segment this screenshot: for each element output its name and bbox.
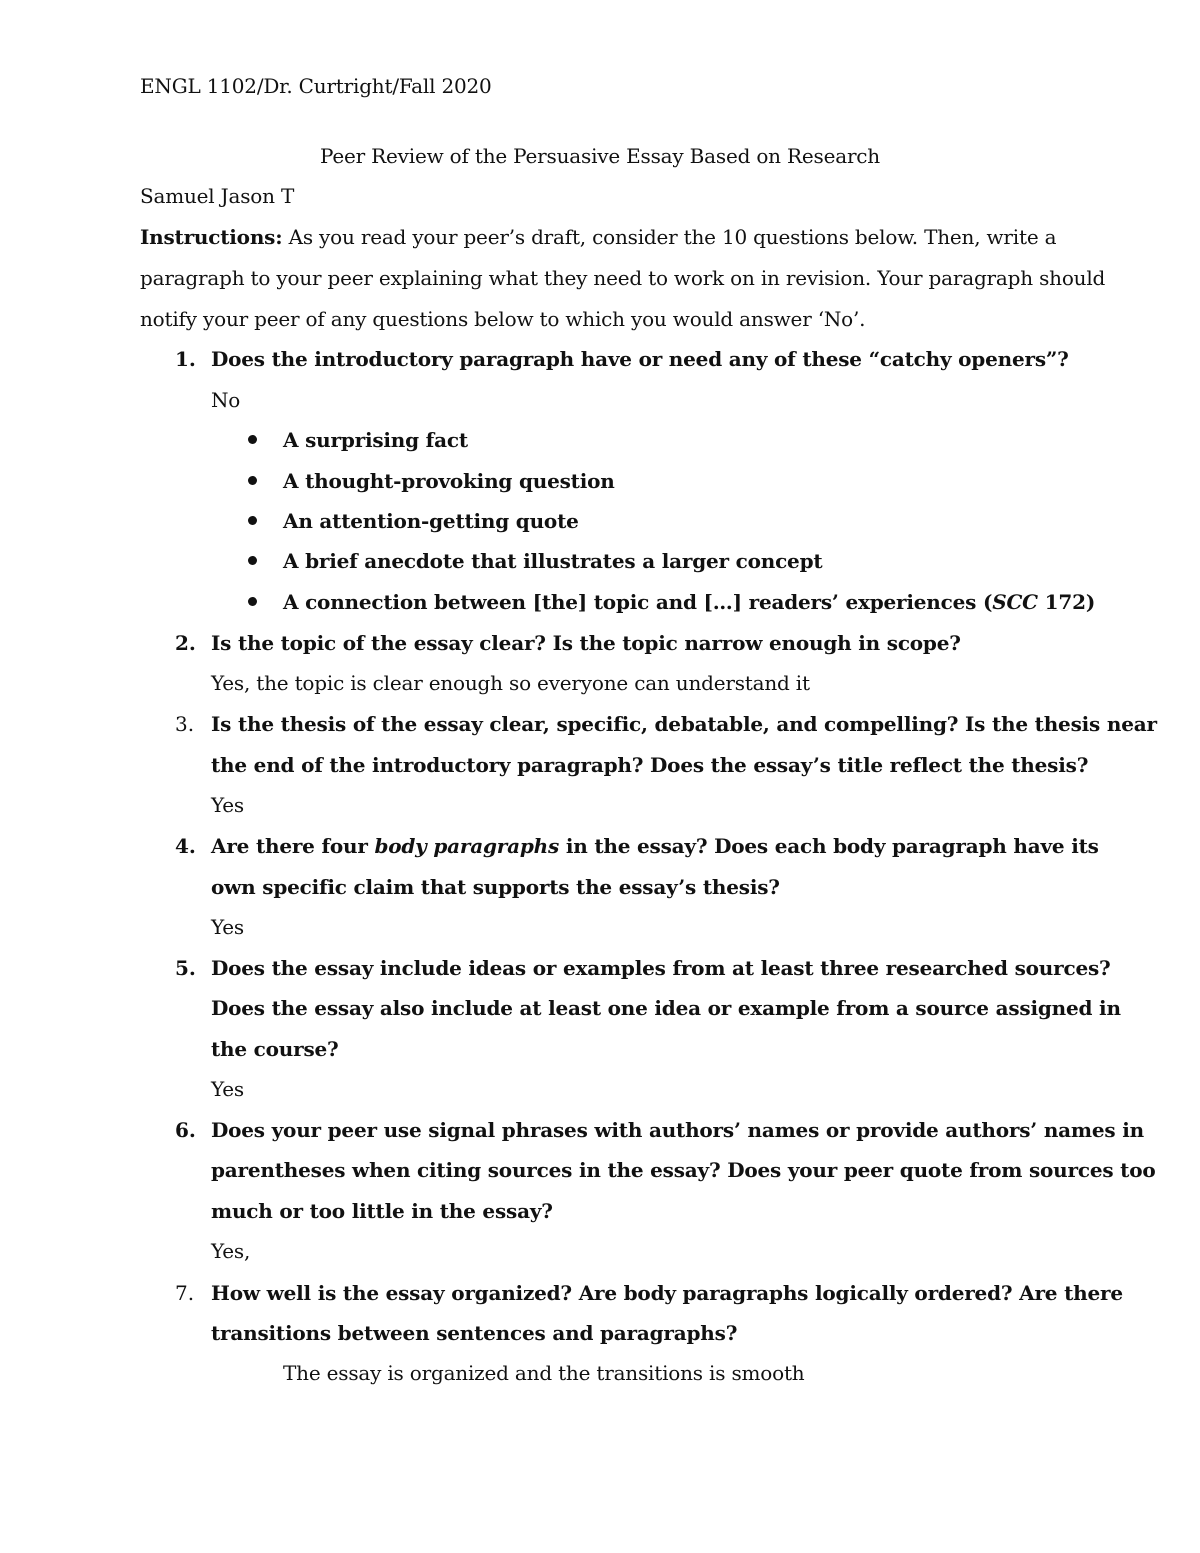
question-6-number: 6. bbox=[175, 1118, 196, 1142]
opener-item-5-citation: SCC bbox=[992, 590, 1038, 614]
question-2-text: Is the topic of the essay clear? Is the topic narrow enough in scope? bbox=[211, 631, 961, 655]
bullet-dot bbox=[248, 435, 257, 444]
question-3-answer: Yes bbox=[211, 793, 244, 817]
question-4-text-a: Are there four bbox=[211, 834, 375, 858]
question-7-line-2: transitions between sentences and paragraphs? bbox=[211, 1321, 738, 1345]
opener-item-5-page: 172) bbox=[1037, 590, 1096, 614]
author-name: Samuel Jason T bbox=[140, 184, 295, 208]
instructions-line-1 bbox=[140, 225, 1056, 249]
course-header: ENGL 1102/Dr. Curtright/Fall 2020 bbox=[140, 74, 492, 98]
opener-item-1: A surprising fact bbox=[283, 428, 468, 452]
bullet-dot bbox=[248, 556, 257, 565]
question-6-line-3: much or too little in the essay? bbox=[211, 1199, 553, 1223]
question-5-line-2: Does the essay also include at least one idea or example from a source assigned in bbox=[211, 996, 1121, 1020]
opener-item-4: A brief anecdote that illustrates a larger concept bbox=[283, 549, 823, 573]
question-4-emphasis: body paragraphs bbox=[374, 834, 560, 858]
question-5-line-1: Does the essay include ideas or examples from at least three researched sources? bbox=[211, 956, 1111, 980]
opener-item-2: A thought-provoking question bbox=[283, 469, 615, 493]
page-title: Peer Review of the Persuasive Essay Based on Research bbox=[320, 144, 880, 168]
instructions-line-2: paragraph to your peer explaining what they need to work on in revision. Your paragraph should bbox=[140, 266, 1106, 290]
instructions-text-1: As you read your peer’s draft, consider the 10 questions below. Then, write a bbox=[288, 225, 1057, 249]
instructions-line-3: notify your peer of any questions below to which you would answer ‘No’. bbox=[140, 307, 866, 331]
question-1-answer: No bbox=[211, 388, 241, 412]
question-4-number: 4. bbox=[175, 834, 196, 858]
question-4-line-1 bbox=[211, 834, 1099, 858]
question-3-line-2: the end of the introductory paragraph? Does the essay’s title reflect the thesis? bbox=[211, 753, 1089, 777]
instructions-label: Instructions: bbox=[140, 225, 283, 249]
question-7-line-1: How well is the essay organized? Are body paragraphs logically ordered? Are there bbox=[211, 1281, 1123, 1305]
question-6-line-2: parentheses when citing sources in the essay? Does your peer quote from sources too bbox=[211, 1158, 1156, 1182]
bullet-dot bbox=[248, 476, 257, 485]
question-7-number: 7. bbox=[175, 1281, 195, 1305]
question-2-number: 2. bbox=[175, 631, 196, 655]
question-1-number: 1. bbox=[175, 347, 196, 371]
question-5-answer: Yes bbox=[211, 1077, 244, 1101]
bullet-dot bbox=[248, 597, 257, 606]
question-6-answer: Yes, bbox=[211, 1239, 251, 1263]
question-5-number: 5. bbox=[175, 956, 196, 980]
question-3-number: 3. bbox=[175, 712, 195, 736]
question-3-line-1: Is the thesis of the essay clear, specific, debatable, and compelling? Is the thesis near bbox=[211, 712, 1157, 736]
question-4-line-2: own specific claim that supports the essay’s thesis? bbox=[211, 875, 780, 899]
opener-item-5 bbox=[283, 590, 1095, 614]
question-4-text-b: in the essay? Does each body paragraph have its bbox=[559, 834, 1099, 858]
question-7-answer: The essay is organized and the transitions is smooth bbox=[283, 1361, 805, 1385]
question-6-line-1: Does your peer use signal phrases with authors’ names or provide authors’ names in bbox=[211, 1118, 1144, 1142]
opener-item-5-text: A connection between [the] topic and […] readers’ experiences ( bbox=[283, 590, 993, 614]
question-2-answer: Yes, the topic is clear enough so everyone can understand it bbox=[211, 671, 810, 695]
question-5-line-3: the course? bbox=[211, 1037, 339, 1061]
question-1-text: Does the introductory paragraph have or need any of these “catchy openers”? bbox=[211, 347, 1069, 371]
question-4-answer: Yes bbox=[211, 915, 244, 939]
opener-item-3: An attention-getting quote bbox=[283, 509, 579, 533]
bullet-dot bbox=[248, 516, 257, 525]
